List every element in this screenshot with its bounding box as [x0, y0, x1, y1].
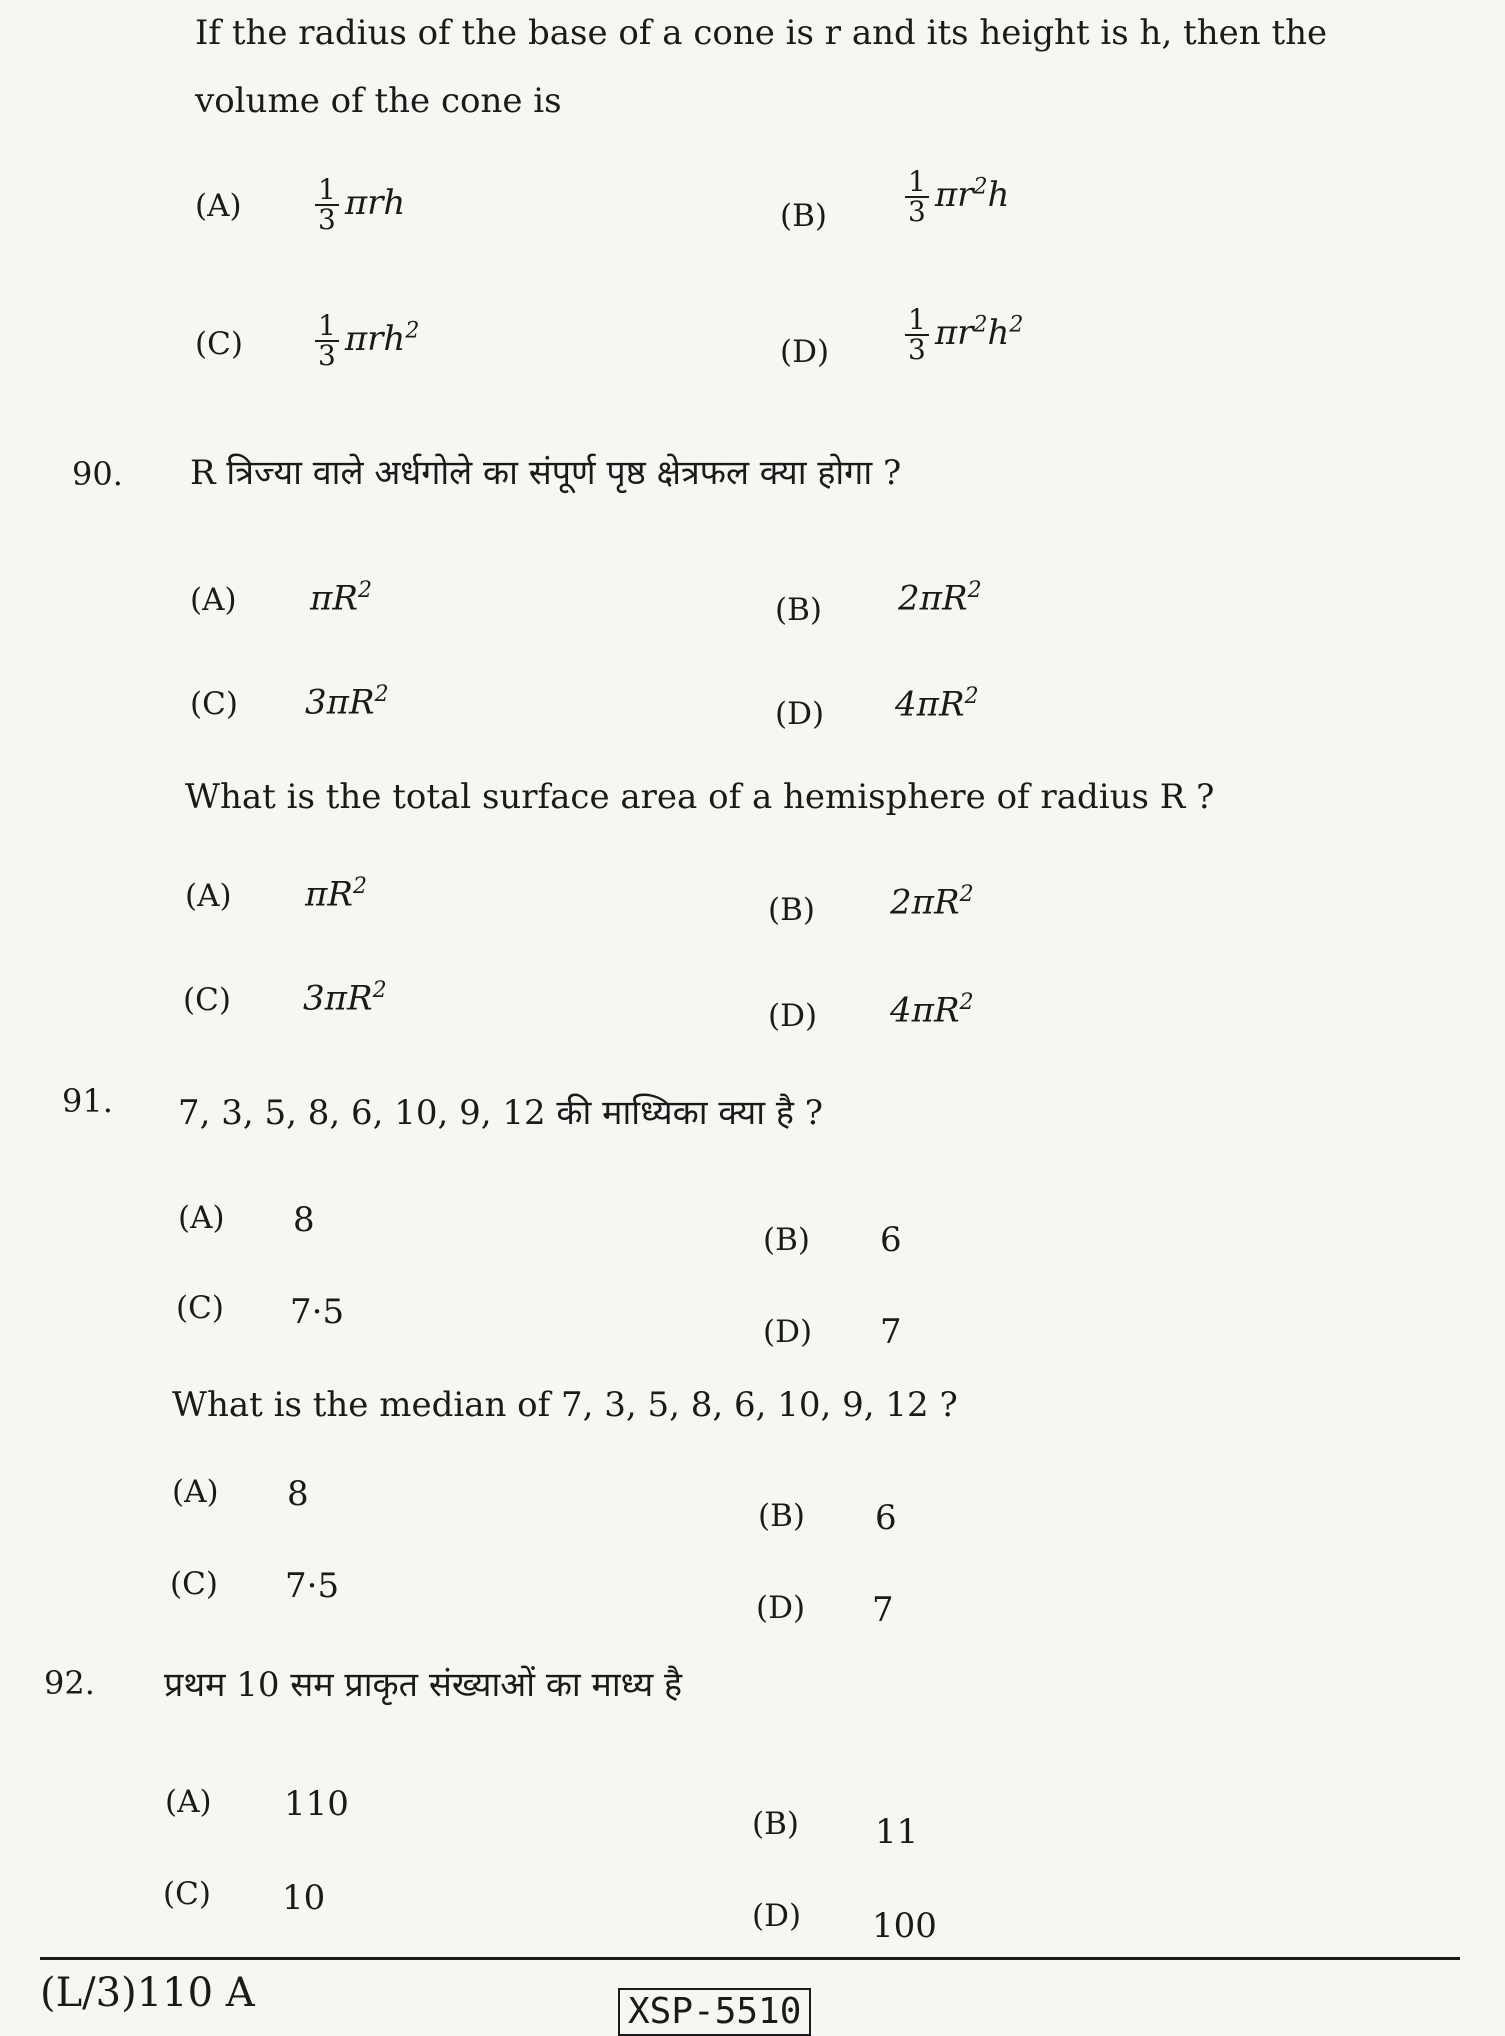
q89-option-d-label: (D)	[780, 334, 830, 370]
fraction: $\frac{1}{3}$	[905, 306, 929, 364]
q91-en-option-a-value: 8	[287, 1474, 309, 1514]
q90-hi-option-a-label: (A)	[190, 582, 237, 618]
q90-hi-option-a-value: $\pi R^2$	[310, 578, 372, 619]
q92-option-d-value: 100	[872, 1906, 937, 1946]
q89-option-c-label: (C)	[195, 326, 243, 362]
q90-en-option-a-label: (A)	[185, 878, 232, 914]
q91-hi-option-d-value: 7	[880, 1312, 902, 1352]
q91-en-option-b-value: 6	[875, 1498, 897, 1538]
q91-en-option-d-value: 7	[872, 1590, 894, 1630]
q90-en-option-c-value: $3\pi R^2$	[303, 978, 387, 1019]
q91-hindi-text: 7, 3, 5, 8, 6, 10, 9, 12 की माध्यिका क्या है ?	[178, 1093, 823, 1133]
q89-option-c-value: $\frac{1}{3}$ πrh$^2$	[315, 312, 419, 370]
q92-option-c-value: 10	[282, 1878, 326, 1918]
q91-en-option-c-value: 7·5	[285, 1566, 340, 1606]
q90-en-option-d-label: (D)	[768, 998, 818, 1034]
q90-en-option-d-value: $4\pi R^2$	[890, 990, 974, 1031]
q90-en-option-c-label: (C)	[183, 982, 231, 1018]
q90-hi-option-d-label: (D)	[775, 696, 825, 732]
q91-hi-option-c-value: 7·5	[290, 1292, 345, 1332]
fraction: $\frac{1}{3}$	[905, 168, 929, 226]
q91-hi-option-a-value: 8	[293, 1200, 315, 1240]
q92-option-a-label: (A)	[165, 1784, 212, 1820]
q92-option-a-value: 110	[284, 1784, 349, 1824]
q92-option-b-value: 11	[875, 1812, 919, 1852]
q91-en-option-c-label: (C)	[170, 1566, 218, 1602]
q92-option-b-label: (B)	[752, 1806, 799, 1842]
q90-hi-option-c-value: $3\pi R^2$	[305, 682, 389, 723]
q91-en-option-a-label: (A)	[172, 1474, 219, 1510]
q89-option-b-label: (B)	[780, 198, 827, 234]
q90-hi-option-b-label: (B)	[775, 592, 822, 628]
fraction: $\frac{1}{3}$	[315, 312, 339, 370]
q91-number: 91.	[62, 1082, 113, 1120]
q90-hi-option-d-value: $4\pi R^2$	[895, 684, 979, 725]
fraction: $\frac{1}{3}$	[315, 176, 339, 234]
q92-option-c-label: (C)	[163, 1876, 211, 1912]
q91-en-option-d-label: (D)	[756, 1590, 806, 1626]
footer-paper-code: (L/3)110 A	[40, 1970, 255, 2016]
q90-hi-option-c-label: (C)	[190, 686, 238, 722]
q89-option-d-value: $\frac{1}{3}$ $\pi r^2h^2$	[905, 306, 1023, 364]
q89-option-a-label: (A)	[195, 188, 242, 224]
q91-hi-option-b-value: 6	[880, 1220, 902, 1260]
q90-en-option-b-label: (B)	[768, 892, 815, 928]
q89-option-b-value: $\frac{1}{3}$ $\pi r^2h$	[905, 168, 1009, 226]
q89-option-a-value: $\frac{1}{3}$ πrh	[315, 176, 405, 234]
footer-divider	[40, 1957, 1460, 1960]
q90-en-option-a-value: $\pi R^2$	[305, 874, 367, 915]
q90-hi-option-b-value: $2\pi R^2$	[898, 578, 982, 619]
q91-hi-option-d-label: (D)	[763, 1314, 813, 1350]
q92-hindi-text: प्रथम 10 सम प्राकृत संख्याओं का माध्य है	[164, 1665, 683, 1705]
q92-option-d-label: (D)	[752, 1898, 802, 1934]
q90-number: 90.	[72, 455, 123, 493]
q92-number: 92.	[44, 1664, 95, 1702]
q91-en-option-b-label: (B)	[758, 1498, 805, 1534]
q91-hi-option-c-label: (C)	[176, 1290, 224, 1326]
q90-en-option-b-value: $2\pi R^2$	[890, 882, 974, 923]
q90-english-text: What is the total surface area of a hemisphere of radius R ?	[185, 777, 1215, 817]
q91-hi-option-a-label: (A)	[178, 1200, 225, 1236]
q90-hindi-text: R त्रिज्या वाले अर्धगोले का संपूर्ण पृष्ठ क्षेत्रफल क्या होगा ?	[190, 453, 902, 493]
q91-hi-option-b-label: (B)	[763, 1222, 810, 1258]
q89-text-line1: If the radius of the base of a cone is r and its height is h, then the	[195, 13, 1328, 53]
q91-english-text: What is the median of 7, 3, 5, 8, 6, 10, 9, 12 ?	[172, 1385, 958, 1425]
footer-series-box: XSP-5510	[618, 1988, 811, 2036]
q89-text-line2: volume of the cone is	[195, 81, 562, 121]
